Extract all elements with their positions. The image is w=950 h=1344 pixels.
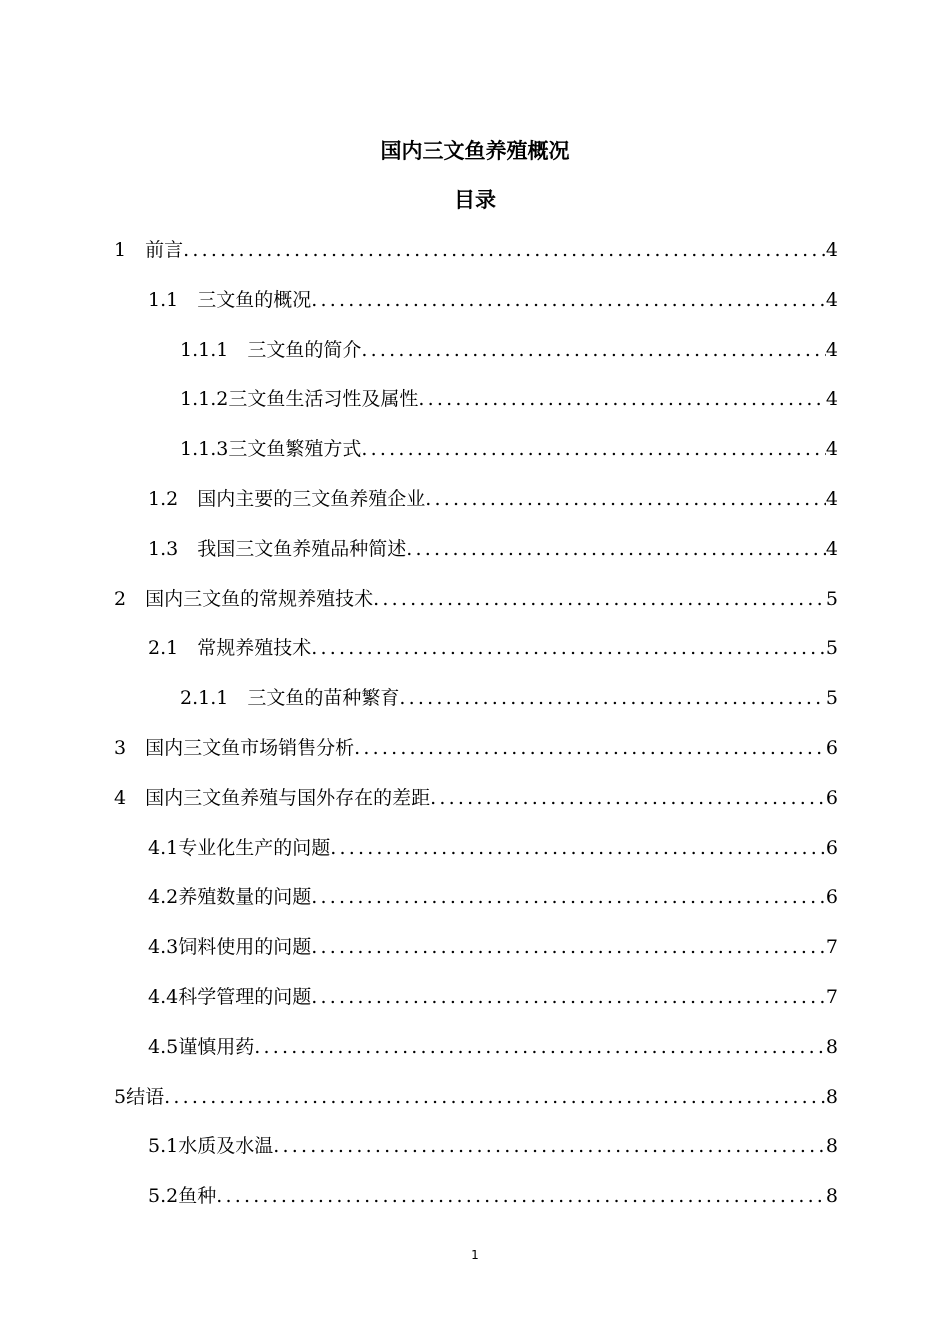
toc-entry-page: 6: [825, 736, 838, 759]
toc-entry-page: 4: [825, 388, 838, 411]
toc-entry-page: 6: [825, 786, 838, 809]
document-title: 国内三文鱼养殖概况: [380, 139, 570, 163]
toc-entry-title: 三文鱼的简介: [247, 338, 362, 361]
toc-entry-number: 4.4: [148, 985, 179, 1008]
toc-entry-title: 三文鱼的苗种繁育: [247, 687, 400, 710]
toc-entry-number: 1.3: [148, 537, 179, 560]
toc-entry[interactable]: [180, 385, 838, 435]
toc-entry-page: 5: [825, 687, 838, 710]
toc-entry[interactable]: [180, 336, 838, 386]
toc-entry-number: 2.1: [148, 637, 179, 660]
toc-entry-page: 4: [825, 338, 838, 361]
toc-dot-leader: [273, 1132, 826, 1160]
toc-entry[interactable]: [148, 1033, 838, 1083]
toc-entry-page: 8: [825, 1185, 838, 1208]
toc-entry-separator: [228, 684, 247, 712]
toc-dot-leader: [164, 1083, 826, 1111]
toc-entry[interactable]: [148, 883, 838, 933]
toc-dot-leader: [406, 535, 826, 563]
toc-entry-number: 4.5: [148, 1035, 179, 1058]
toc-entry-page: 4: [825, 438, 838, 461]
toc-entry-page: 5: [825, 587, 838, 610]
toc-entry-page: 4: [825, 537, 838, 560]
toc-dot-leader: [430, 784, 826, 812]
toc-entry-title: 三文鱼生活习性及属性: [228, 388, 419, 411]
toc-entry[interactable]: [114, 734, 838, 784]
toc-dot-leader: [311, 634, 826, 662]
toc-entry[interactable]: [148, 1182, 838, 1232]
toc-entry-number: 1.1.2: [180, 388, 229, 411]
toc-entry-title: 谨慎用药: [178, 1035, 255, 1058]
toc-dot-leader: [311, 883, 826, 911]
toc-entry-page: 6: [825, 886, 838, 909]
toc-entry-page: 7: [825, 936, 838, 959]
toc-dot-leader: [373, 585, 826, 613]
toc-entry[interactable]: [114, 585, 838, 635]
toc-entry[interactable]: [180, 435, 838, 485]
toc-entry-title: 常规养殖技术: [197, 637, 312, 660]
toc-dot-leader: [311, 983, 826, 1011]
toc-entry-title: 饲料使用的问题: [178, 936, 312, 959]
toc-entry-page: 8: [825, 1085, 838, 1108]
toc-entry[interactable]: [114, 784, 838, 834]
toc-entry-page: 4: [825, 288, 838, 311]
toc-entry-title: 国内三文鱼市场销售分析: [145, 736, 355, 759]
toc-dot-leader: [361, 336, 826, 364]
toc-entry-title: 我国三文鱼养殖品种简述: [197, 537, 407, 560]
toc-entry-page: 5: [825, 637, 838, 660]
toc-entry-separator: [126, 236, 145, 264]
toc-entry-number: 4.3: [148, 936, 179, 959]
toc-entry[interactable]: [114, 1083, 838, 1133]
toc-entry-page: 8: [825, 1035, 838, 1058]
toc-entry-title: 科学管理的问题: [178, 985, 312, 1008]
toc-entry-title: 结语: [126, 1085, 165, 1108]
toc-entry-number: 2: [114, 587, 127, 610]
page-number: 1: [471, 1248, 479, 1262]
toc-entry-title: 三文鱼的概况: [197, 288, 312, 311]
toc-entry-page: 6: [825, 836, 838, 859]
toc-entry-separator: [126, 734, 145, 762]
toc-entry-number: 1.2: [148, 487, 179, 510]
toc-entry-title: 国内三文鱼养殖与国外存在的差距: [145, 786, 431, 809]
toc-entry-separator: [178, 634, 197, 662]
toc-entry[interactable]: [148, 535, 838, 585]
toc-entry-title: 养殖数量的问题: [178, 886, 312, 909]
toc-entry[interactable]: [114, 236, 838, 286]
toc-entry-separator: [126, 784, 145, 812]
toc-entry-number: 2.1.1: [180, 687, 229, 710]
toc-dot-leader: [311, 286, 826, 314]
toc-entry-separator: [178, 535, 197, 563]
toc-entry-number: 1.1.3: [180, 438, 229, 461]
toc-entry[interactable]: [148, 933, 838, 983]
toc-entry-title: 国内三文鱼的常规养殖技术: [145, 587, 374, 610]
toc-entry[interactable]: [148, 983, 838, 1033]
toc-entry-title: 水质及水温: [178, 1135, 274, 1158]
toc-entry-title: 前言: [145, 239, 184, 261]
toc-dot-leader: [216, 1182, 826, 1210]
toc-entry[interactable]: [148, 286, 838, 336]
toc-dot-leader: [254, 1033, 826, 1061]
toc-entry-number: 5.1: [148, 1135, 179, 1158]
toc-entry-page: 7: [825, 985, 838, 1008]
toc-entry-separator: [228, 336, 247, 364]
toc-entry[interactable]: [148, 634, 838, 684]
toc-dot-leader: [361, 435, 826, 463]
toc-entry-page: 8: [825, 1135, 838, 1158]
toc-heading: 目录: [454, 188, 496, 212]
toc-entry-title: 国内主要的三文鱼养殖企业: [197, 487, 426, 510]
toc-dot-leader: [354, 734, 826, 762]
toc-entry-number: 4: [114, 786, 127, 809]
toc-entry-number: 1.1.1: [180, 338, 229, 361]
toc-entry-page: 4: [825, 487, 838, 510]
toc-dot-leader: [399, 684, 826, 712]
toc-entry-title: 专业化生产的问题: [178, 836, 331, 859]
toc-entry[interactable]: [180, 684, 838, 734]
toc-entry[interactable]: [148, 834, 838, 884]
toc-entry[interactable]: [148, 1132, 838, 1182]
toc-entry-title: 鱼种: [178, 1185, 217, 1208]
toc-entry-separator: [178, 286, 197, 314]
toc-dot-leader: [425, 485, 826, 513]
toc-dot-leader: [183, 236, 826, 264]
toc-dot-leader: [311, 933, 826, 961]
toc-entry-separator: [178, 485, 197, 513]
toc-entry-number: 1: [114, 239, 127, 261]
toc-entry-number: 1.1: [148, 288, 179, 311]
toc-entry[interactable]: [148, 485, 838, 535]
toc-dot-leader: [418, 385, 826, 413]
toc-entry-number: 3: [114, 736, 127, 759]
toc-entry-number: 4.2: [148, 886, 179, 909]
toc-dot-leader: [330, 834, 826, 862]
table-of-contents: [0, 236, 950, 1232]
toc-entry-number: 5: [114, 1085, 127, 1108]
toc-entry-page: 4: [825, 239, 838, 261]
toc-entry-number: 4.1: [148, 836, 179, 859]
toc-entry-separator: [126, 585, 145, 613]
toc-entry-title: 三文鱼繁殖方式: [228, 438, 362, 461]
toc-entry-number: 5.2: [148, 1185, 179, 1208]
